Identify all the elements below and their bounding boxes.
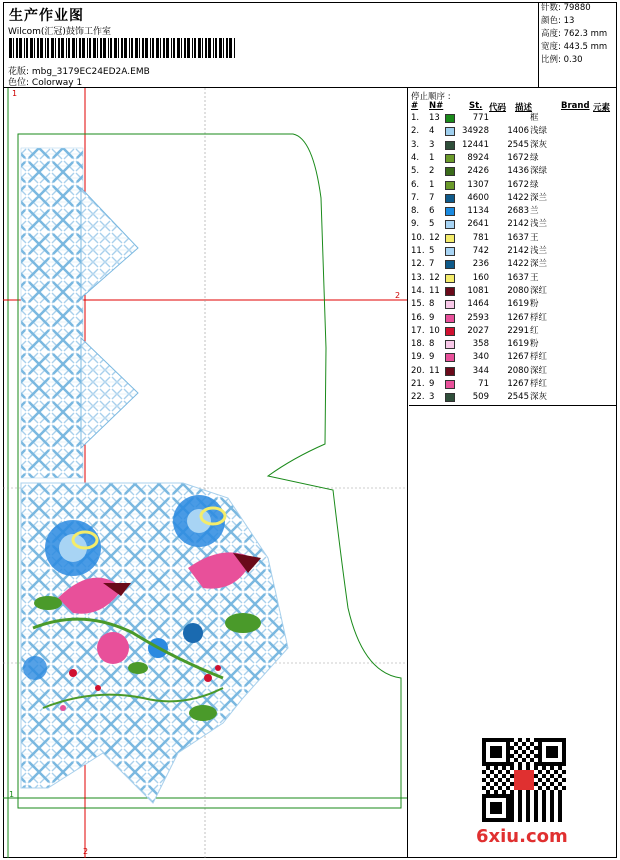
design-file: mbg_3179EC24ED2A.EMB [31, 67, 150, 77]
col-header: N# [429, 101, 444, 111]
stop-row: 6. 1 1307 1672 绿 [411, 179, 539, 190]
color-swatch [445, 353, 455, 362]
stop-row: 16. 9 2593 1267 桴红 [411, 312, 548, 323]
corner-marker: 1 [12, 89, 18, 98]
colorway-label: 色位: [8, 78, 32, 88]
stop-row: 17. 10 2027 2291 红 [411, 325, 539, 336]
stop-row: 3. 3 12441 2545 深灰 [411, 139, 548, 150]
stop-row: 2. 4 34928 1406 浅绿 [411, 126, 548, 137]
page-title: 生产作业图 [9, 8, 84, 24]
stop-row: 15. 8 1464 1619 粉 [411, 299, 539, 310]
stat-row: 比例: 0.30 [541, 55, 583, 65]
color-swatch [445, 194, 455, 203]
stat-row: 宽度: 443.5 mm [541, 42, 608, 52]
stop-sequence-title: 停止顺序 : [411, 92, 451, 102]
color-swatch [445, 300, 455, 309]
stop-row: 8. 6 1134 2683 兰 [411, 206, 539, 217]
color-swatch [445, 220, 455, 229]
design-preview [3, 88, 408, 858]
embroidery-preview [3, 88, 408, 858]
color-swatch [445, 247, 455, 256]
watermark: 6xiu.com [476, 826, 568, 847]
stat-row: 颜色: 13 [541, 16, 575, 26]
colorway-name: Colorway 1 [31, 78, 83, 88]
color-swatch [445, 393, 455, 402]
color-swatch [445, 340, 455, 349]
color-swatch [445, 181, 455, 190]
color-swatch [445, 274, 455, 283]
color-swatch [445, 287, 455, 296]
stop-row: 9. 5 2641 2142 浅兰 [411, 219, 548, 230]
colorway-line [8, 75, 82, 88]
color-swatch [445, 327, 455, 336]
qr-code [482, 738, 566, 822]
stop-sequence-table [409, 88, 617, 406]
stop-row: 5. 2 2426 1436 深绿 [411, 166, 548, 177]
color-swatch [445, 260, 455, 269]
color-swatch [445, 127, 455, 136]
axis-marker: 2 [83, 847, 89, 856]
stat-row: 高度: 762.3 mm [541, 29, 608, 39]
stop-row: 20. 11 344 2080 深红 [411, 365, 548, 376]
stop-row: 12. 7 236 1422 深兰 [411, 259, 548, 270]
stop-row: 4. 1 8924 1672 绿 [411, 152, 539, 163]
axis-marker: 2 [395, 291, 401, 300]
stop-row: 21. 9 71 1267 桴红 [411, 379, 548, 389]
col-header: 描述 [515, 103, 533, 113]
stop-row: 1. 13 771 框 [411, 113, 539, 123]
company-name: Wilcom(汇冠)鼓饰工作室 [8, 27, 111, 37]
stats-panel [538, 2, 617, 88]
col-header: Brand [561, 101, 590, 111]
stop-row: 10. 12 781 1637 王 [411, 232, 539, 243]
color-swatch [445, 167, 455, 176]
col-header: 代码 [489, 103, 507, 113]
col-header: St. [469, 101, 483, 111]
color-swatch [445, 380, 455, 389]
color-swatch [445, 314, 455, 323]
color-swatch [445, 207, 455, 216]
design-label: 花版: [8, 67, 32, 77]
color-swatch [445, 367, 455, 376]
stop-row: 19. 9 340 1267 桴红 [411, 352, 548, 363]
stat-row: 针数: 79880 [541, 3, 591, 13]
barcode [9, 38, 236, 58]
color-swatch [445, 141, 455, 150]
stop-row: 14. 11 1081 2080 深红 [411, 285, 548, 296]
stop-row: 22. 3 509 2545 深灰 [411, 392, 548, 403]
col-header: 元素 [593, 103, 611, 113]
stop-row: 11. 5 742 2142 浅兰 [411, 246, 548, 256]
stop-row: 13. 12 160 1637 王 [411, 272, 539, 283]
header [3, 2, 617, 88]
color-swatch [445, 154, 455, 163]
color-swatch [445, 234, 455, 243]
corner-marker: 1 [9, 790, 15, 799]
stop-row: 18. 8 358 1619 粉 [411, 339, 539, 350]
color-swatch [445, 114, 455, 123]
col-header: # [411, 101, 419, 111]
stop-row: 7. 7 4600 1422 深兰 [411, 192, 548, 203]
